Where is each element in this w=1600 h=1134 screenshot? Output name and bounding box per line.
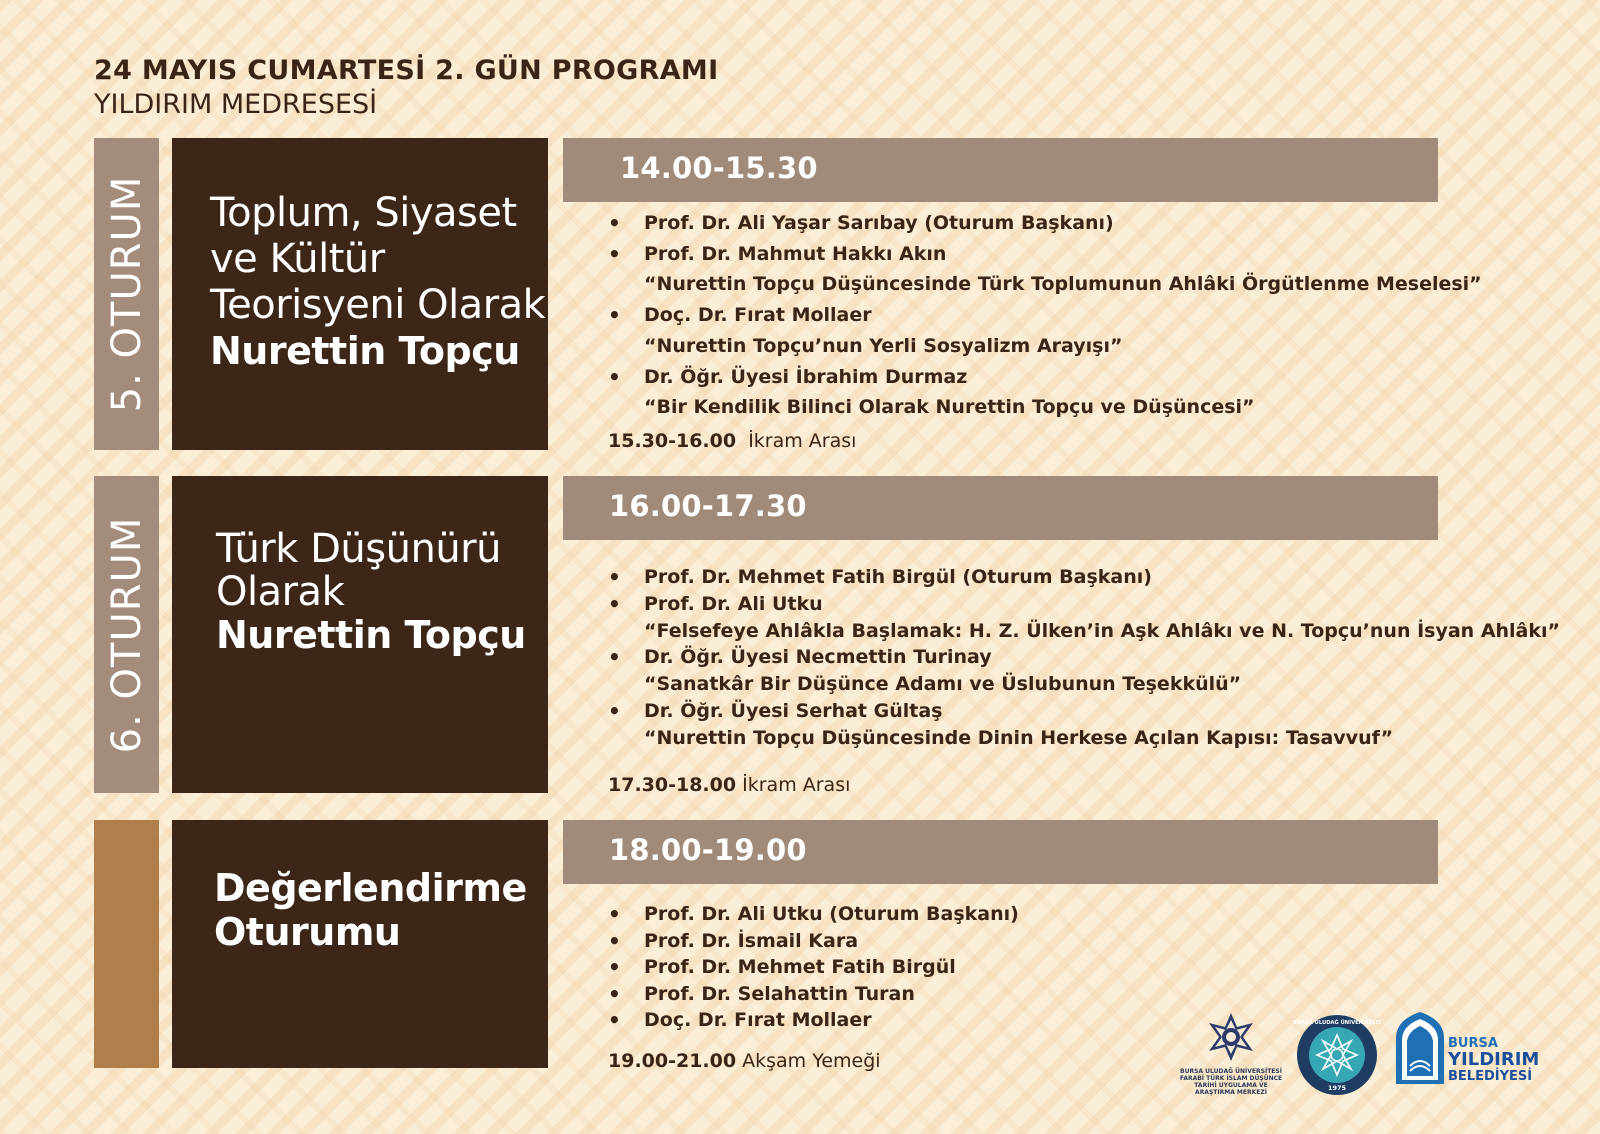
speaker-name: Prof. Dr. Mahmut Hakkı Akın: [644, 242, 947, 265]
speaker-name: Doç. Dr. Fırat Mollaer: [644, 1009, 872, 1032]
farabi-logo-line: BURSA ULUDAĞ ÜNİVERSİTESİ: [1180, 1068, 1282, 1075]
list-item: [608, 1007, 1019, 1034]
session-title-line: Toplum, Siyaset: [210, 190, 517, 236]
break-label: İkram Arası: [742, 774, 851, 796]
municipality-emblem-icon: [1392, 1010, 1448, 1088]
session-tab-label: 5. OTURUM: [103, 175, 150, 413]
session-title-bold: Değerlendirme: [214, 866, 527, 910]
list-item: [608, 239, 1482, 300]
session-time: 16.00-17.30: [609, 489, 807, 523]
session-time-bar-evaluation: [563, 820, 1438, 884]
list-item: [608, 591, 1560, 645]
farabi-logo-line: ARAŞTIRMA MERKEZİ: [1195, 1089, 1267, 1096]
speaker-list-5: [608, 208, 1482, 423]
break-time: 19.00-21.00: [608, 1050, 737, 1072]
session-title-line: ve Kültür: [210, 236, 385, 282]
yildirim-municipality-logo: [1392, 1010, 1542, 1110]
yildirim-logo-text: [1448, 1036, 1539, 1084]
speaker-name: Prof. Dr. Ali Yaşar Sarıbay (Oturum Başkanı): [644, 212, 1114, 234]
speaker-name: Doç. Dr. Fırat Mollaer: [644, 304, 872, 327]
speaker-name: Prof. Dr. Selahattin Turan: [644, 982, 915, 1005]
speaker-name: Prof. Dr. İsmail Kara: [644, 929, 859, 952]
speaker-list-evaluation: [608, 901, 1019, 1034]
list-item: [608, 698, 1560, 752]
session-title-line: Olarak: [216, 569, 345, 615]
break-note-6: [608, 774, 850, 796]
session-title-bold: Nurettin Topçu: [210, 329, 520, 373]
list-item: [608, 564, 1560, 591]
farabi-center-logo: [1176, 1010, 1286, 1110]
talk-title: “Felsefeye Ahlâkla Başlamak: H. Z. Ülken’in Aşk Ahlâkı ve N. Topçu’nun İsyan Ahlâkı”: [644, 619, 1561, 642]
yildirim-logo-line: BURSA: [1448, 1036, 1498, 1051]
session-time: 14.00-15.30: [620, 151, 818, 185]
page-subtitle: YILDIRIM MEDRESESİ: [94, 89, 378, 120]
list-item: [608, 362, 1482, 423]
uludag-ring-text: BURSA ULUDAĞ ÜNİVERSİTESİ: [1292, 1020, 1382, 1026]
session-tab-5: [94, 138, 159, 450]
session-title-box-evaluation: [172, 820, 548, 1068]
break-label: Akşam Yemeği: [742, 1050, 881, 1072]
talk-title: “Nurettin Topçu Düşüncesinde Türk Toplumunun Ahlâki Örgütlenme Meselesi”: [644, 273, 1482, 296]
talk-title: “Bir Kendilik Bilinci Olarak Nurettin Topçu ve Düşüncesi”: [644, 396, 1255, 419]
university-seal-icon: [1292, 1010, 1382, 1100]
talk-title: “Sanatkâr Bir Düşünce Adamı ve Üslubunun Teşekkülü”: [644, 673, 1242, 696]
speaker-name: Dr. Öğr. Üyesi Serhat Gültaş: [644, 699, 943, 722]
speaker-name: Prof. Dr. Mehmet Fatih Birgül: [644, 956, 956, 979]
session-time-bar-6: [563, 476, 1438, 540]
list-item: [608, 644, 1560, 698]
list-item: [608, 954, 1019, 981]
speaker-name: Prof. Dr. Mehmet Fatih Birgül (Oturum Başkanı): [644, 566, 1152, 588]
yildirim-logo-line: YILDIRIM: [1448, 1049, 1540, 1070]
session-title-box-6: [172, 476, 548, 793]
session-time: 18.00-19.00: [609, 833, 807, 867]
star-ornament-icon: [1176, 1010, 1286, 1064]
session-tab-evaluation: [94, 820, 159, 1068]
break-note-5: [608, 430, 856, 452]
session-title-line: Türk Düşünürü: [216, 526, 501, 572]
session-title-box-5: [172, 138, 548, 450]
break-time: 15.30-16.00: [608, 430, 737, 452]
session-title-bold: Oturumu: [214, 910, 401, 954]
talk-title: “Nurettin Topçu Düşüncesinde Dinin Herkese Açılan Kapısı: Tasavvuf”: [644, 726, 1394, 749]
session-title-bold: Nurettin Topçu: [216, 613, 526, 657]
session-tab-label: 6. OTURUM: [103, 516, 150, 753]
page-header: [94, 54, 718, 122]
break-note-evaluation: [608, 1050, 881, 1072]
uludag-university-logo: [1292, 1010, 1382, 1110]
session-title-line: Teorisyeni Olarak: [210, 282, 546, 328]
speaker-name: Dr. Öğr. Üyesi İbrahim Durmaz: [644, 365, 968, 388]
list-item: [608, 208, 1482, 239]
speaker-name: Dr. Öğr. Üyesi Necmettin Turinay: [644, 646, 992, 669]
break-label: İkram Arası: [748, 430, 857, 452]
uludag-year: 1975: [1327, 1084, 1347, 1092]
talk-title: “Nurettin Topçu’nun Yerli Sosyalizm Arayışı”: [644, 334, 1123, 357]
session-time-bar-5: [563, 138, 1438, 202]
session-tab-6: [94, 476, 159, 793]
speaker-name: Prof. Dr. Ali Utku: [644, 592, 823, 615]
farabi-logo-line: FARABİ TÜRK İSLAM DÜŞÜNCE: [1179, 1075, 1283, 1082]
list-item: [608, 300, 1482, 361]
list-item: [608, 901, 1019, 928]
break-time: 17.30-18.00: [608, 774, 737, 796]
page-title: 24 MAYIS CUMARTESİ 2. GÜN PROGRAMI: [94, 55, 719, 86]
farabi-logo-line: TARİHİ UYGULAMA VE: [1194, 1082, 1268, 1089]
speaker-name: Prof. Dr. Ali Utku (Oturum Başkanı): [644, 903, 1019, 925]
speaker-list-6: [608, 564, 1560, 752]
list-item: [608, 981, 1019, 1008]
yildirim-logo-line: BELEDİYESİ: [1448, 1069, 1533, 1084]
list-item: [608, 928, 1019, 955]
